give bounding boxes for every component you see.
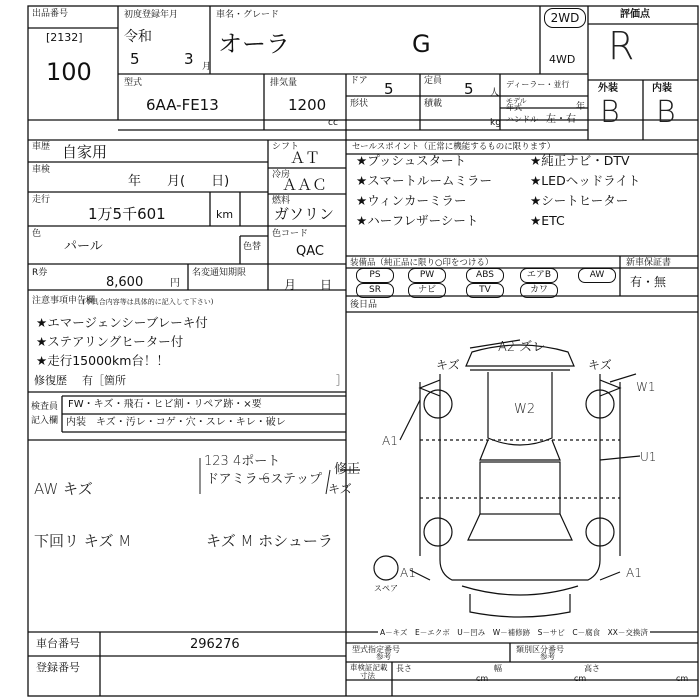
capacity-unit: 人 bbox=[490, 88, 500, 98]
drive-4wd: 4WD bbox=[549, 53, 576, 66]
damage-legend: A－キズ E－エクボ U－凹み W－補修跡 S－サビ C－腐食 XX－交換済 bbox=[380, 628, 648, 637]
rtax-label: R券 bbox=[32, 268, 48, 278]
sales-point-1: ★プッシュスタート bbox=[356, 153, 467, 168]
handle-label: ハンドル bbox=[506, 115, 538, 124]
note-line-2: ★ステアリングヒーター付 bbox=[36, 334, 184, 349]
km-unit: km bbox=[216, 208, 234, 221]
after-label: 後日品 bbox=[350, 300, 378, 310]
shaken-value: 年 月( 日) bbox=[128, 174, 230, 189]
equip-sr: SR bbox=[356, 283, 394, 298]
model-label: 型式 bbox=[124, 78, 143, 88]
interior-score: B bbox=[656, 95, 676, 130]
displacement-label: 排気量 bbox=[270, 78, 298, 88]
month-unit: 月 bbox=[202, 62, 212, 72]
reg-month: 3 bbox=[184, 50, 194, 68]
note-line-3: ★走行15000km台！！ bbox=[36, 353, 169, 368]
notes-title: 注意事項申告欄 bbox=[32, 296, 96, 306]
equip-abs: ABS bbox=[466, 268, 504, 283]
doors-label: ドア bbox=[350, 76, 368, 86]
chassis-label: 車台番号 bbox=[36, 637, 80, 650]
dealer-label: ディーラー・並行 bbox=[506, 80, 570, 89]
rtax-value: 8,600 bbox=[106, 275, 144, 290]
hw-mark-a1-left: A1 bbox=[382, 434, 398, 448]
colorcode-value: QAC bbox=[296, 244, 324, 259]
hw-comment-5: 修正 bbox=[334, 462, 361, 477]
hw-comment-8: キズ M ホシューラ bbox=[206, 532, 333, 550]
spare-label: スペア bbox=[374, 584, 398, 593]
model-value: 6AA-FE13 bbox=[146, 96, 219, 114]
hw-mark-left: キズ bbox=[436, 358, 460, 372]
length-unit: cm bbox=[476, 674, 489, 683]
inspector-row-1: FW・キズ・飛石・ヒビ割・リペア跡・×要 bbox=[68, 399, 262, 410]
history-value: 自家用 bbox=[62, 143, 108, 161]
displacement-value: 1200 bbox=[288, 96, 327, 114]
kg-unit: kg bbox=[490, 118, 501, 128]
fuel-label: 燃料 bbox=[272, 196, 291, 206]
model-year-label-2: 年式 bbox=[506, 103, 522, 112]
sales-point-8: ★ETC bbox=[530, 213, 565, 228]
hw-comment-3: ドアミラー bbox=[206, 472, 271, 487]
car-grade: G bbox=[412, 30, 431, 58]
reg-year: 5 bbox=[130, 50, 140, 68]
hw-mark-u1: U1 bbox=[640, 450, 657, 464]
exterior-score: B bbox=[600, 95, 620, 130]
sales-point-3: ★スマートルームミラー bbox=[356, 173, 492, 188]
height-unit: cm bbox=[676, 674, 689, 683]
sales-points-title: セールスポイント（正常に機能するものに限ります） bbox=[352, 142, 556, 152]
inspector-label-1: 検査員 bbox=[31, 402, 59, 412]
note-line-1: ★エマージェンシーブレーキ付 bbox=[36, 315, 208, 330]
repair-close: ］ bbox=[336, 374, 347, 387]
mileage-label: 走行 bbox=[32, 195, 51, 205]
shift-label: シフト bbox=[272, 142, 300, 152]
hw-comment-1: AW キズ bbox=[34, 480, 93, 498]
equip-tv: TV bbox=[466, 283, 504, 298]
chassis-value: 296276 bbox=[190, 637, 240, 652]
color-value: パール bbox=[64, 239, 103, 254]
first-reg-label: 初度登録年月 bbox=[124, 10, 179, 20]
repair-value: 有［箇所 bbox=[82, 374, 126, 387]
aircon-value: ＡＡＣ bbox=[282, 176, 328, 194]
equip-leather: カワ bbox=[520, 283, 558, 298]
hw-mark-w1: W1 bbox=[636, 380, 656, 394]
width-unit: cm bbox=[574, 674, 587, 683]
history-label: 車歴 bbox=[32, 142, 51, 152]
hw-mark-top: A2 ズレ bbox=[498, 340, 546, 355]
exterior-label: 外装 bbox=[598, 83, 618, 94]
class-ref: 参考 bbox=[540, 652, 555, 661]
score-value: R bbox=[608, 24, 635, 68]
hw-comment-6: キズ bbox=[328, 482, 352, 496]
era: 令和 bbox=[124, 29, 152, 45]
equip-ps: PS bbox=[356, 268, 394, 283]
doors-value: 5 bbox=[384, 80, 394, 98]
inspector-row-2: 内装 キズ・汚レ・コゲ・穴・スレ・キレ・破レ bbox=[66, 417, 286, 428]
hw-mark-a1-bl: A1 bbox=[400, 566, 416, 580]
sales-point-2: ★純正ナビ・DTV bbox=[530, 153, 630, 168]
length-label: 長さ bbox=[396, 664, 412, 673]
mileage-value: 1万5千601 bbox=[88, 205, 166, 223]
notice-label: 名変通知期限 bbox=[192, 268, 247, 278]
interior-label: 内装 bbox=[652, 83, 672, 94]
hw-mark-w2: W2 bbox=[514, 402, 536, 417]
hw-comment-7: 下回リ キズ M bbox=[34, 532, 132, 550]
inspector-label-2: 記入欄 bbox=[31, 416, 59, 426]
car-name-label: 車名・グレード bbox=[216, 10, 280, 20]
lot-label: 出品番号 bbox=[32, 9, 69, 19]
car-diagram bbox=[340, 340, 640, 617]
year-unit: 年 bbox=[576, 102, 586, 112]
shaken-label: 車検 bbox=[32, 165, 51, 175]
model-spec-ref: 参考 bbox=[376, 652, 391, 661]
shift-value: ＡＴ bbox=[290, 149, 321, 167]
cert-label: 車検証記載 bbox=[350, 663, 388, 672]
reg-label: 登録番号 bbox=[36, 661, 80, 674]
sales-point-6: ★シートヒーター bbox=[530, 193, 629, 208]
equip-airbag: エアB bbox=[520, 268, 558, 283]
model-year-label-1: モデル bbox=[506, 97, 527, 105]
color-label: 色 bbox=[32, 229, 42, 239]
width-label: 幅 bbox=[494, 664, 502, 673]
lot-number: 100 bbox=[46, 58, 92, 86]
height-label: 高さ bbox=[584, 664, 600, 673]
model-spec-label: 型式指定番号 bbox=[352, 645, 400, 654]
hw-mark-a1-br: A1 bbox=[626, 566, 642, 580]
sales-point-5: ★ウィンカーミラー bbox=[356, 193, 467, 208]
score-label: 評価点 bbox=[620, 9, 650, 20]
capacity-value: 5 bbox=[464, 80, 474, 98]
equip-aw: AW bbox=[578, 268, 616, 283]
car-name: オーラ bbox=[218, 30, 290, 58]
fuel-value: ガソリン bbox=[274, 205, 335, 223]
sales-point-7: ★ハーフレザーシート bbox=[356, 213, 479, 228]
equipment-title: 装備品（純正品に限り○印をつける） bbox=[350, 258, 494, 268]
sales-point-4: ★LEDヘッドライト bbox=[530, 173, 641, 188]
colorcode-label: 色コード bbox=[272, 229, 309, 239]
shape-label: 形状 bbox=[350, 99, 369, 109]
loadcap-label: 積載 bbox=[424, 99, 443, 109]
hw-comment-2: 123 4ポート bbox=[204, 454, 281, 469]
drive-2wd: 2WD bbox=[544, 8, 586, 28]
cert-sub: 寸法 bbox=[360, 671, 375, 680]
capacity-label: 定員 bbox=[424, 76, 443, 86]
colorchange-label: 色替 bbox=[243, 242, 262, 252]
hw-mark-right: キズ bbox=[588, 358, 612, 372]
class-label: 類別区分番号 bbox=[516, 645, 564, 654]
aircon-label: 冷房 bbox=[272, 170, 291, 180]
yen-unit: 円 bbox=[170, 278, 180, 289]
notice-value: 月 日 bbox=[284, 278, 333, 292]
warranty-value: 有・無 bbox=[630, 275, 667, 289]
repair-label: 修復歴 bbox=[34, 374, 67, 387]
handle-value: 左・右 bbox=[546, 114, 576, 125]
equip-navi: ナビ bbox=[408, 283, 446, 298]
equip-pw: PW bbox=[408, 268, 446, 283]
lot-code: [2132] bbox=[46, 31, 83, 44]
hw-comment-4: 6ステップ bbox=[262, 472, 323, 487]
notes-subtitle: (不具合内容等は具体的に記入して下さい) bbox=[82, 298, 214, 306]
warranty-label: 新車保証書 bbox=[626, 258, 672, 268]
cc-unit: cc bbox=[328, 118, 338, 128]
